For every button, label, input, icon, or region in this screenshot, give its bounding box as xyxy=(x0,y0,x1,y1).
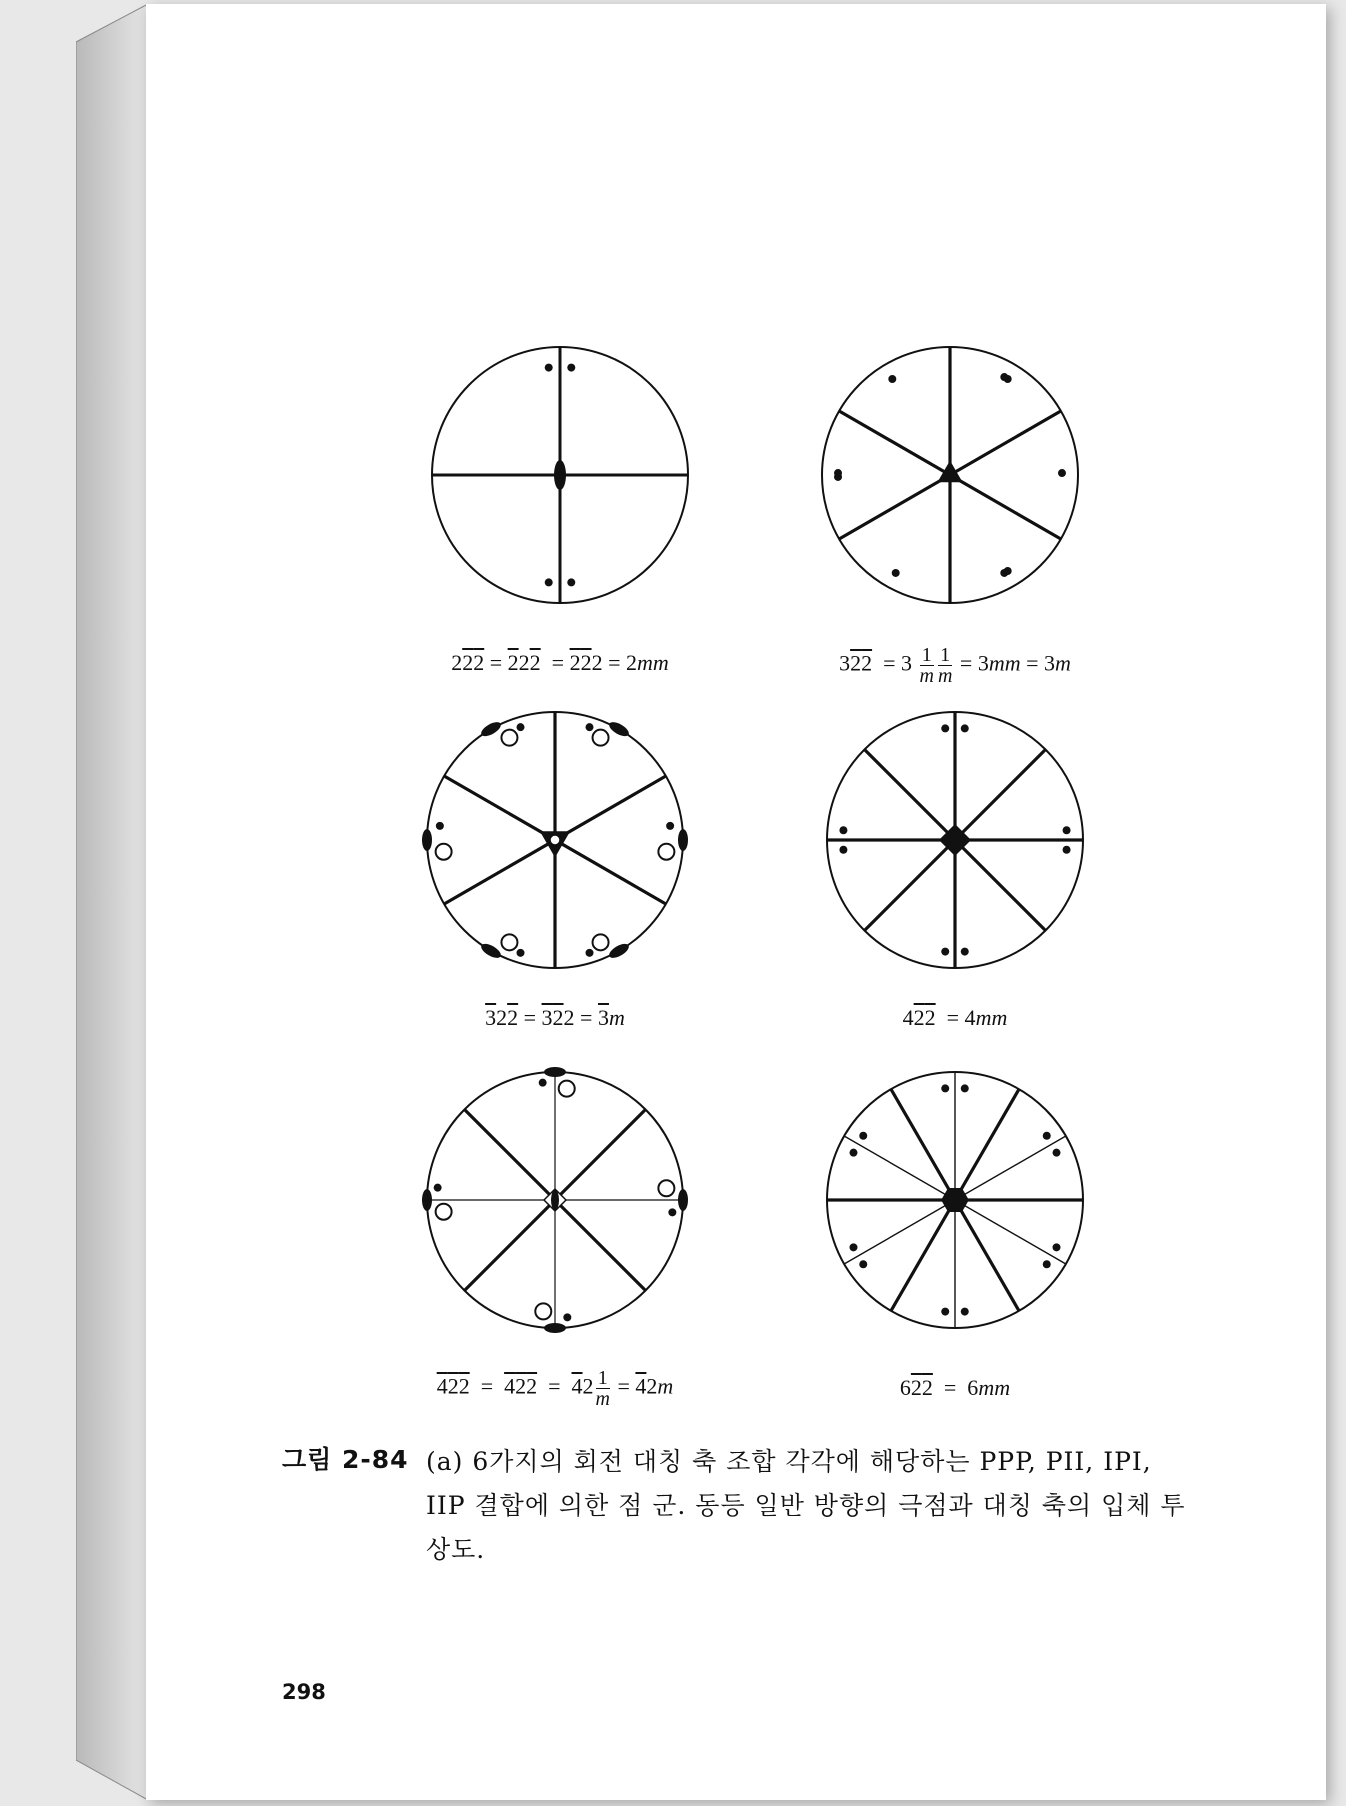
symbol-part: 2 xyxy=(507,650,519,675)
symbol-part: = 3 xyxy=(1020,650,1056,676)
fraction-numerator: 1 xyxy=(938,645,952,666)
symbol-part: = xyxy=(484,650,508,675)
pole-circle xyxy=(436,844,452,860)
symbol-part: 2 xyxy=(462,650,474,675)
symbol-part: 2 xyxy=(473,650,485,675)
symbol-part: = 3 xyxy=(872,650,918,676)
symbol-part: 2 xyxy=(646,1373,658,1399)
symbol-part: 4 xyxy=(504,1373,516,1399)
pole-dot xyxy=(859,1132,867,1140)
symbol-part: 2 xyxy=(582,1373,594,1399)
pole-dot xyxy=(1043,1132,1051,1140)
twofold-axis-symbol xyxy=(544,1323,566,1333)
symbol-part: = 6 xyxy=(932,1375,979,1400)
fraction-denominator: m xyxy=(937,665,953,687)
symbol-part: = xyxy=(540,650,570,675)
pole-dot xyxy=(1053,1243,1061,1251)
pole-dot xyxy=(563,1313,571,1321)
pole-dot xyxy=(567,578,575,586)
symbol-part: mm xyxy=(978,1375,1011,1400)
pole-dot xyxy=(839,846,847,854)
fraction-numerator: 1 xyxy=(596,1368,610,1389)
stereogram-6mm xyxy=(815,1055,1095,1345)
symbol-part: 2 xyxy=(921,1375,933,1400)
pole-dot xyxy=(961,948,969,956)
twofold-axis-symbol xyxy=(607,719,631,739)
symbol-part: 2 xyxy=(924,1005,936,1030)
symbol-part: mm xyxy=(975,1005,1008,1030)
book-spine xyxy=(76,4,148,1800)
pole-dot xyxy=(1043,1260,1051,1268)
symbol-part: = xyxy=(611,1373,636,1399)
twofold-axis-symbol xyxy=(551,1190,559,1210)
stereogram-3m xyxy=(810,330,1090,620)
twofold-axis-symbol xyxy=(554,460,566,490)
pole-dot xyxy=(1063,826,1071,834)
pole-dot xyxy=(585,723,593,731)
pole-dot xyxy=(941,724,949,732)
pole-dot xyxy=(1063,846,1071,854)
pole-circle xyxy=(559,1081,575,1097)
pole-circle xyxy=(593,730,609,746)
symbol-part: = xyxy=(518,1005,542,1030)
pole-circle xyxy=(436,1204,452,1220)
symbol-part: = 2 xyxy=(602,650,637,675)
twofold-axis-symbol xyxy=(678,1189,688,1211)
symbol-part: m xyxy=(657,1373,674,1399)
pole-dot xyxy=(517,949,525,957)
figure-label: 그림 2-84 xyxy=(282,1445,409,1474)
symbol-part: 3 xyxy=(597,1005,609,1030)
pole-dot xyxy=(1053,1149,1061,1157)
pole-dot xyxy=(888,375,896,383)
pole-circle xyxy=(658,844,674,860)
pole-dot xyxy=(834,469,842,477)
fraction-denominator: m xyxy=(595,1388,610,1410)
symbol-part: 2 xyxy=(458,1373,470,1399)
label-bar42m xyxy=(385,1368,725,1409)
twofold-axis-symbol xyxy=(479,941,503,961)
symbol-part: m xyxy=(1055,650,1071,676)
caption-text: (a) 6가지의 회전 대칭 축 조합 각각에 해당하는 PPP, PII, IPI, IIP 결합에 의한 점 군. 동등 일반 방향의 극점과 대칭 축의 입체 투상도. xyxy=(426,1447,1186,1564)
pole-circle xyxy=(658,1180,674,1196)
symbol-part: 2 xyxy=(496,1005,508,1030)
label-3m xyxy=(790,645,1120,686)
pole-dot xyxy=(585,949,593,957)
pole-dot xyxy=(961,1084,969,1092)
stereogram-4mm xyxy=(815,695,1095,985)
pole-dot xyxy=(545,364,553,372)
pole-circle xyxy=(501,934,517,950)
symbol-part: 2 xyxy=(518,650,530,675)
stereogram-bar3m xyxy=(415,695,695,985)
pole-dot xyxy=(859,1260,867,1268)
fraction xyxy=(920,645,934,686)
fraction-denominator: m xyxy=(919,665,934,687)
pole-dot xyxy=(1000,569,1008,577)
pole-dot xyxy=(539,1079,547,1087)
symbol-part: 2 xyxy=(552,1005,564,1030)
pole-dot xyxy=(517,723,525,731)
twofold-axis-symbol xyxy=(607,941,631,961)
stereogram-2mm xyxy=(420,330,700,620)
symbol-part: 2 xyxy=(507,1005,519,1030)
symbol-part: 2 xyxy=(580,650,592,675)
twofold-axis-symbol xyxy=(544,1067,566,1077)
pole-dot xyxy=(892,569,900,577)
label-bar3m xyxy=(400,1005,710,1031)
symbol-part: 4 xyxy=(635,1373,647,1399)
symbol-part: 2 xyxy=(447,1373,459,1399)
symbol-part: 2 xyxy=(451,650,463,675)
symbol-part: 2 xyxy=(913,1005,925,1030)
label-4mm xyxy=(800,1005,1110,1031)
pole-dot xyxy=(666,822,674,830)
pole-dot xyxy=(668,1208,676,1216)
pole-dot xyxy=(961,1308,969,1316)
twofold-axis-symbol xyxy=(479,719,503,739)
twofold-axis-symbol xyxy=(678,829,688,851)
pole-dot xyxy=(1004,375,1012,383)
twofold-axis-symbol xyxy=(422,829,432,851)
pole-dot xyxy=(941,948,949,956)
symbol-part: = 3 xyxy=(954,650,989,676)
pole-dot xyxy=(1058,469,1066,477)
symbol-part: 2 xyxy=(569,650,581,675)
label-6mm xyxy=(800,1375,1110,1401)
symbol-part: 3 xyxy=(485,1005,497,1030)
symbol-part: m xyxy=(608,1005,625,1030)
symbol-part: = xyxy=(574,1005,598,1030)
symbol-part: 2 xyxy=(563,1005,575,1030)
fraction-numerator: 1 xyxy=(920,645,934,666)
twofold-axis-symbol xyxy=(422,1189,432,1211)
symbol-part: 6 xyxy=(899,1375,911,1400)
pole-dot xyxy=(849,1243,857,1251)
page-number: 298 xyxy=(282,1680,326,1704)
symbol-part: mm xyxy=(988,650,1021,676)
symbol-part: 4 xyxy=(436,1373,448,1399)
pole-dot xyxy=(436,822,444,830)
fraction xyxy=(938,645,952,686)
symbol-part: mm xyxy=(636,650,669,675)
pole-circle xyxy=(535,1303,551,1319)
pole-circle xyxy=(501,730,517,746)
pole-dot xyxy=(941,1308,949,1316)
symbol-part: 4 xyxy=(902,1005,914,1030)
label-2mm xyxy=(400,650,720,676)
symbol-part: 2 xyxy=(526,1373,538,1399)
symbol-part: 3 xyxy=(541,1005,553,1030)
pole-dot xyxy=(434,1184,442,1192)
pole-dot xyxy=(545,578,553,586)
symbol-part: 2 xyxy=(515,1373,527,1399)
pole-dot xyxy=(961,724,969,732)
symbol-part: 2 xyxy=(861,650,873,676)
stereogram-bar42m xyxy=(415,1055,695,1345)
symbol-part: 2 xyxy=(910,1375,922,1400)
pole-dot xyxy=(567,364,575,372)
pole-dot xyxy=(941,1084,949,1092)
symbol-part: 4 xyxy=(571,1373,583,1399)
sixfold-axis-symbol xyxy=(942,1189,968,1212)
symbol-part: 2 xyxy=(850,650,862,676)
symbol-part: = xyxy=(469,1373,505,1399)
symbol-part: 3 xyxy=(839,650,851,676)
fraction xyxy=(596,1368,610,1409)
pole-circle xyxy=(593,934,609,950)
symbol-part: 2 xyxy=(591,650,603,675)
symbol-part: = 4 xyxy=(935,1005,976,1030)
inversion-center xyxy=(550,835,560,845)
symbol-part: 2 xyxy=(529,650,541,675)
pole-dot xyxy=(839,826,847,834)
symbol-part: = xyxy=(537,1373,572,1399)
pole-dot xyxy=(849,1149,857,1157)
